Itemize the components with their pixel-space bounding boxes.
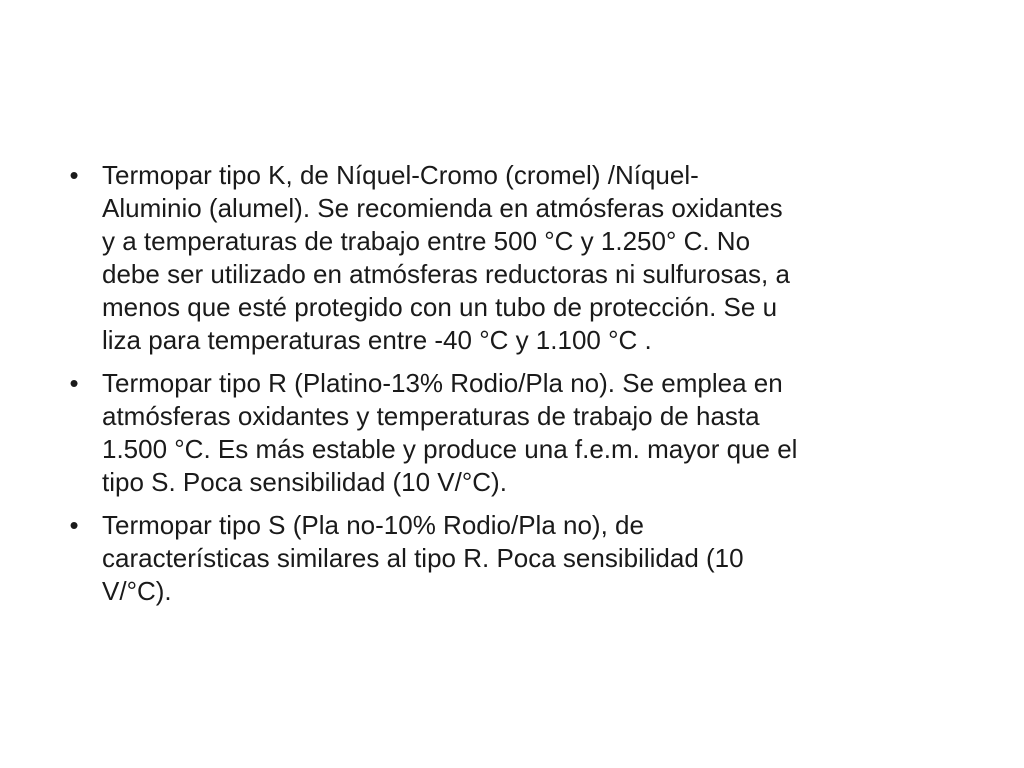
bullet-text-line: atmósferas oxidantes y temperaturas de trabajo de hasta	[102, 401, 760, 431]
bullet-list	[62, 159, 962, 618]
bullet-text-line: V/°C).	[102, 576, 172, 606]
bullet-item-tipo-r	[62, 367, 962, 499]
bullet-text-line: menos que esté protegido con un tubo de protección. Se u	[102, 292, 778, 322]
bullet-text-line: liza para temperaturas entre -40 °C y 1.100 °C .	[102, 325, 652, 355]
bullet-text-line: debe ser utilizado en atmósferas reductoras ni sulfurosas, a	[102, 259, 790, 289]
bullet-text-line: 1.500 °C. Es más estable y produce una f.e.m. mayor que el	[102, 434, 798, 464]
bullet-text-line: Aluminio (alumel). Se recomienda en atmósferas oxidantes	[102, 193, 783, 223]
bullet-item-tipo-k	[62, 159, 962, 357]
bullet-icon: •	[69, 510, 79, 540]
bullet-text-line: Termopar tipo K, de Níquel-Cromo (cromel) /Níquel-	[102, 160, 699, 190]
bullet-text-line: características similares al tipo R. Poca sensibilidad (10	[102, 543, 744, 573]
bullet-item-tipo-s	[62, 509, 962, 608]
bullet-icon: •	[69, 368, 79, 398]
bullet-text-line: tipo S. Poca sensibilidad (10 V/°C).	[102, 467, 507, 497]
bullet-text-line: y a temperaturas de trabajo entre 500 °C y 1.250° C. No	[102, 226, 751, 256]
bullet-text-line: Termopar tipo S (Pla no-10% Rodio/Pla no), de	[102, 510, 644, 540]
bullet-text-line: Termopar tipo R (Platino-13% Rodio/Pla no). Se emplea en	[102, 368, 783, 398]
bullet-icon: •	[69, 160, 79, 190]
